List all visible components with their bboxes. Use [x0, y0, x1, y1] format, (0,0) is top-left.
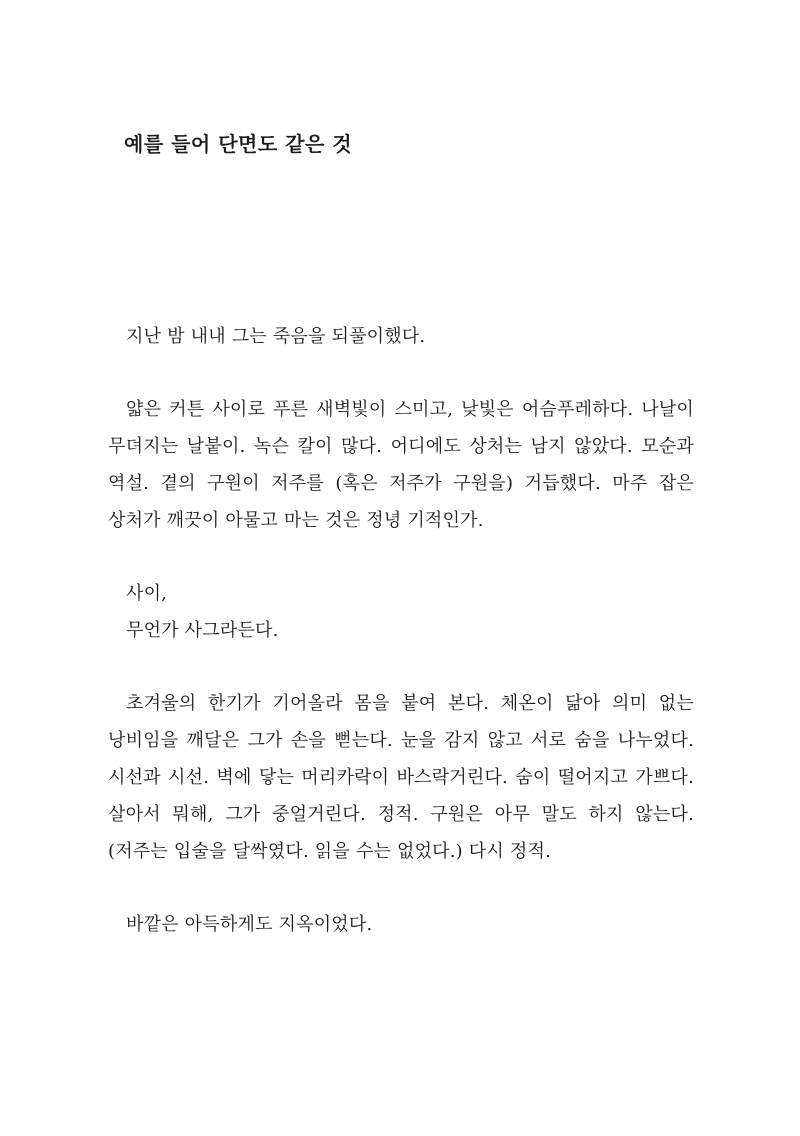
paragraph-3	[108, 575, 694, 649]
document-title: 예를 들어 단면도 같은 것	[124, 132, 353, 156]
paragraph-4: 초겨울의 한기가 기어올라 몸을 붙여 본다. 체온이 닮아 의미 없는 낭비임을 깨달은 그가 손을 뻗는다. 눈을 감지 않고 서로 숨을 나누었다. 시선과 시선. 벽에 닿는 머리카락이 바스락거린다. 숨이 떨어지고 가쁘다. 살아서 뭐해, 그가 중얼거린다. 정적. 구원은 아무 말도 하지 않는다. (저주는 입술을 달싹였다. 읽을 수는 없었다.) 다시 정적.	[108, 693, 694, 862]
paragraph-1: 지난 밤 내내 그는 죽음을 되풀이했다.	[126, 326, 426, 347]
paragraph-3-line-1: 사이,	[126, 583, 168, 604]
paragraph-3-line-2: 무언가 사그라든다.	[126, 620, 279, 641]
document-body	[108, 318, 694, 979]
paragraph-5: 바깥은 아득하게도 지옥이었다.	[126, 914, 373, 935]
paragraph-2: 얇은 커튼 사이로 푸른 새벽빛이 스미고, 낮빛은 어슴푸레하다. 나날이 무뎌지는 날붙이. 녹슨 칼이 많다. 어디에도 상처는 남지 않았다. 모순과 역설. 곁의 구원이 저주를 (혹은 저주가 구원을) 거듭했다. 마주 잡은 상처가 깨끗이 아물고 마는 것은 정녕 기적인가.	[108, 399, 694, 531]
